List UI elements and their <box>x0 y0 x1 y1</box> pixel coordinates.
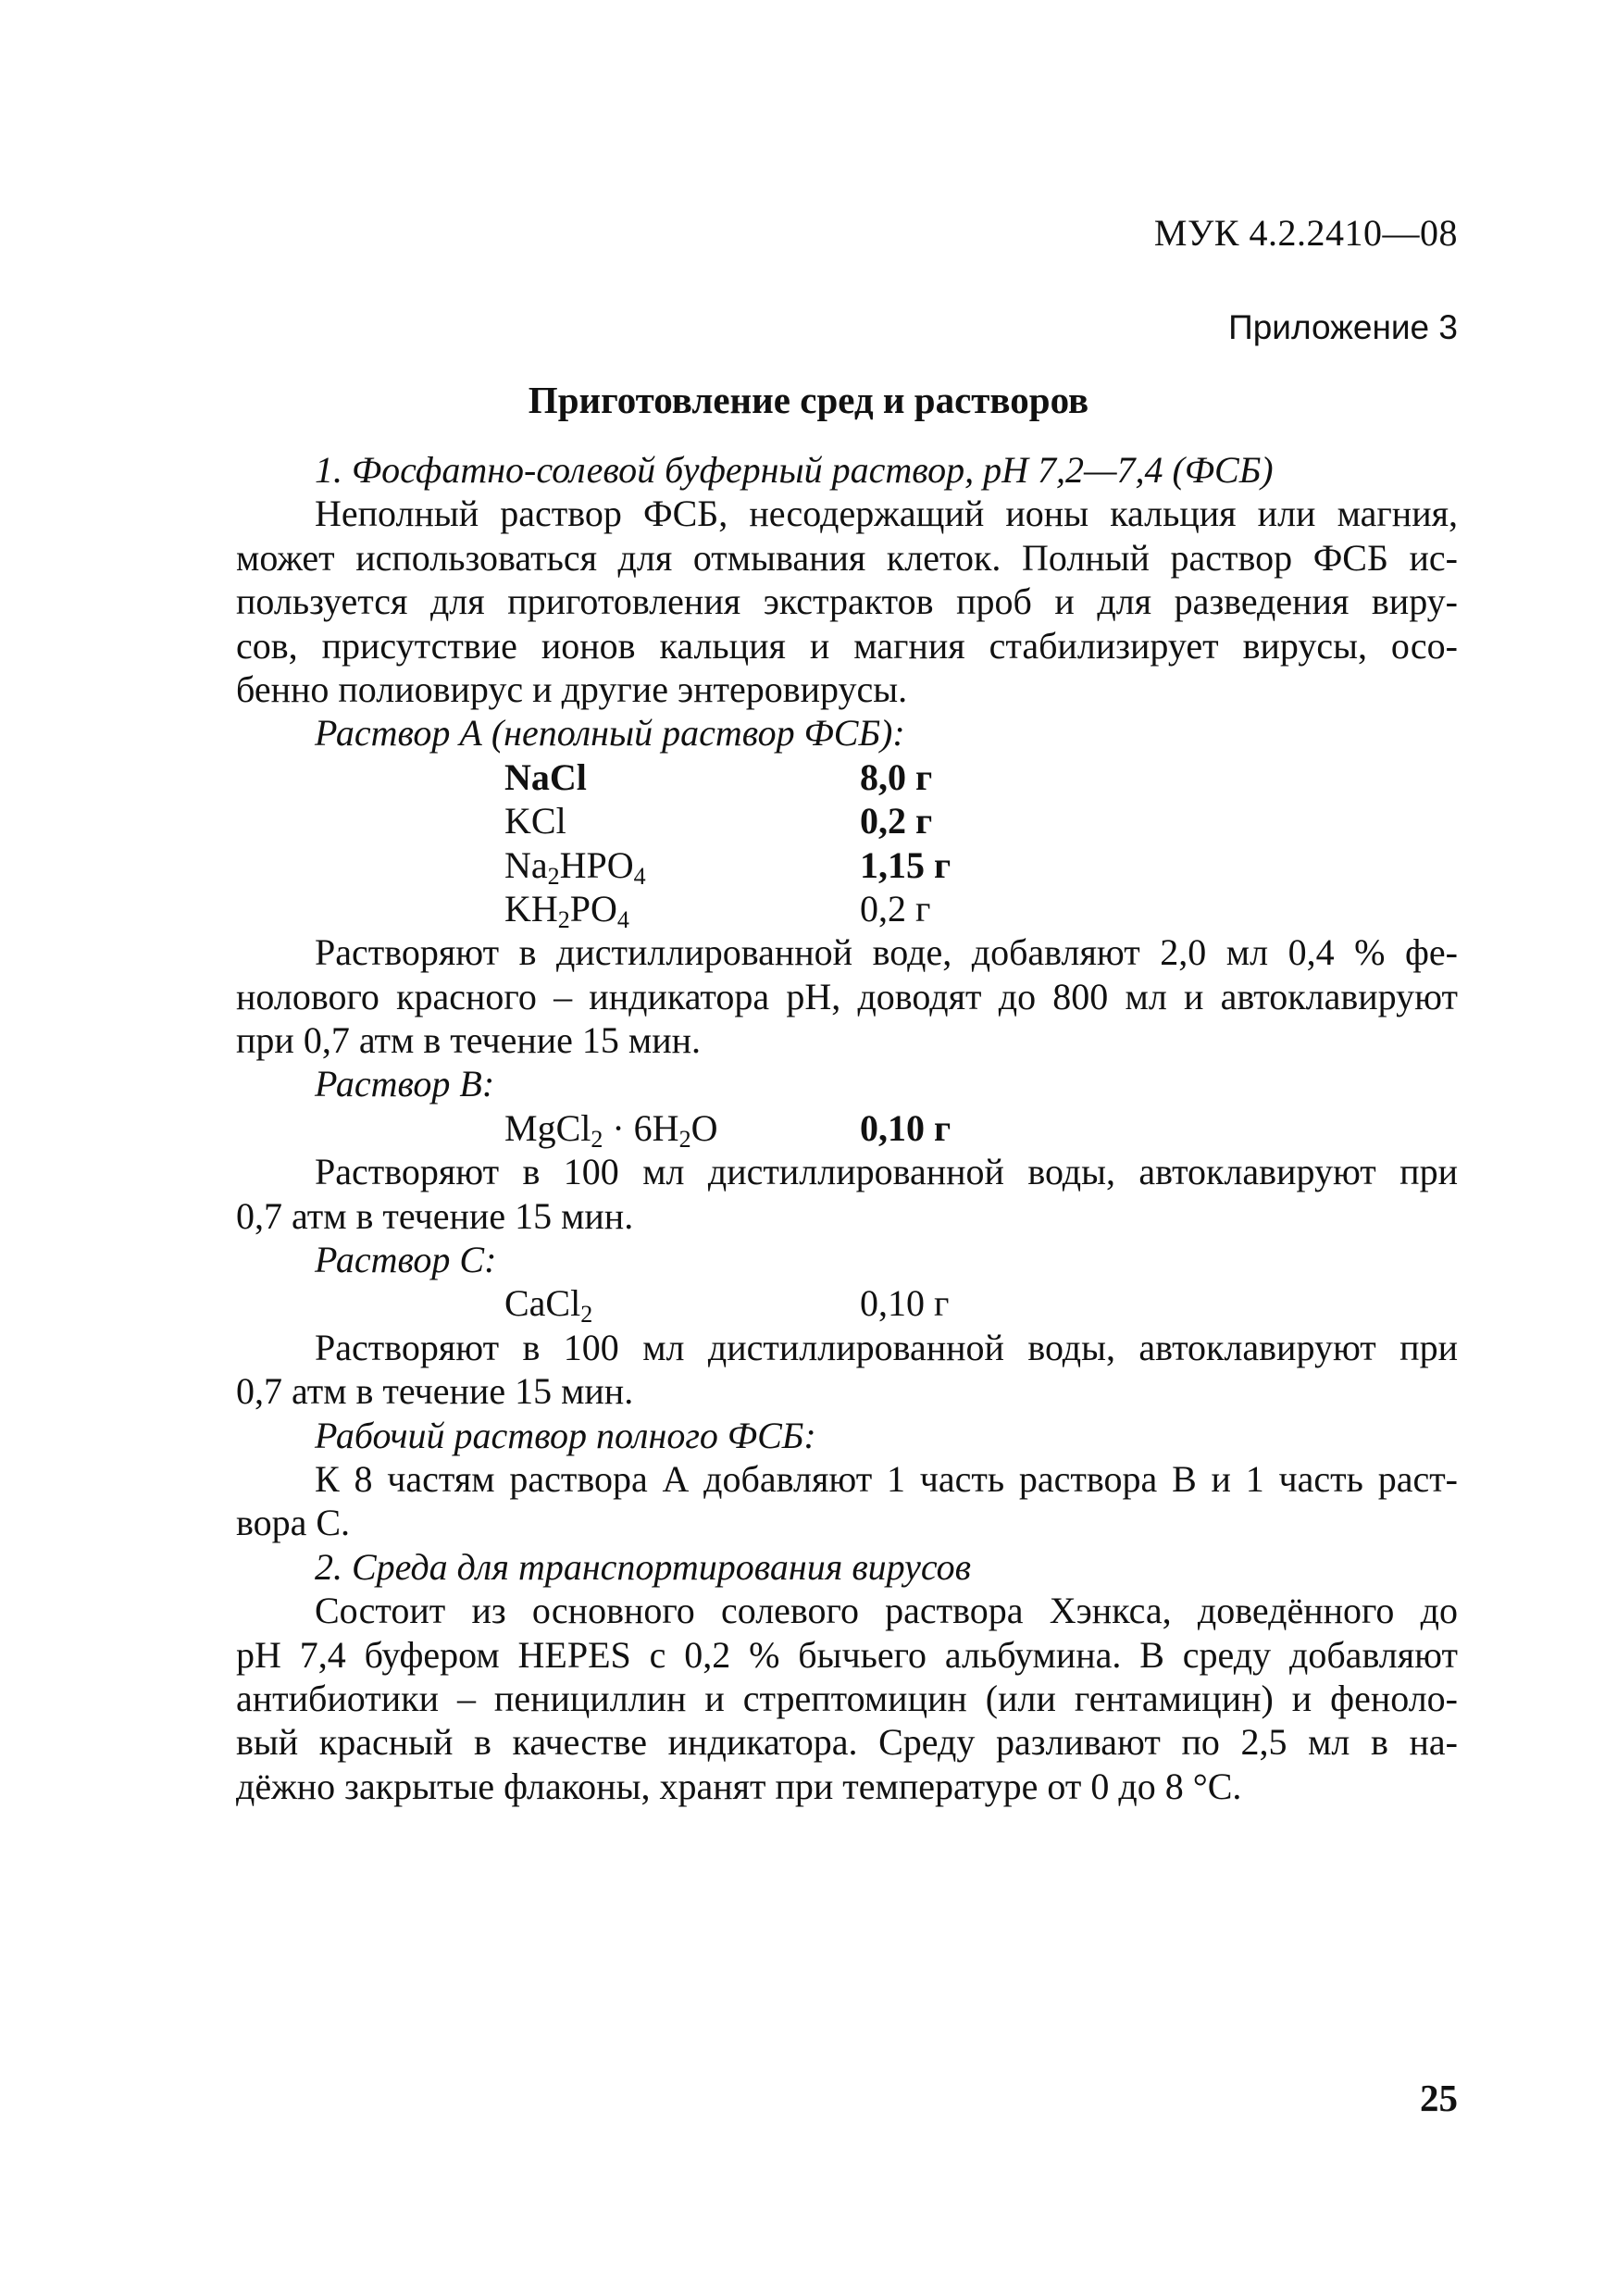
section-2-heading: 2. Среда для транспортирования вирусов <box>315 1545 972 1588</box>
paragraph-line: 0,7 атм в течение 15 мин. <box>236 1370 634 1413</box>
paragraph-line: дёжно закрытые флаконы, хранят при температуре от 0 до 8 °С. <box>236 1765 1242 1807</box>
paragraph-line: нолового красного – индикатора pH, доводят до 800 мл и автоклавируют <box>236 975 1458 1017</box>
paragraph-line: К 8 частям раствора А добавляют 1 часть раствора В и 1 часть раст- <box>315 1457 1458 1500</box>
section-1-heading: 1. Фосфатно-солевой буферный раствор, pH 7,2—7,4 (ФСБ) <box>315 449 1274 491</box>
ingredient-amount: 0,2 г <box>860 887 931 930</box>
solution-b-label: Раствор В: <box>315 1063 495 1105</box>
ingredient-amount: 8,0 г <box>860 755 933 798</box>
solution-a-label: Раствор А (неполный раствор ФСБ): <box>315 712 905 755</box>
ingredient-name: MgCl$_2$ · $6H_2O$ <box>504 1106 718 1153</box>
ingredient-row <box>236 755 1458 799</box>
ingredient-row <box>236 887 1458 933</box>
appendix-label: Приложение 3 <box>1228 308 1458 346</box>
paragraph-line: Неполный раствор ФСБ, несодержащий ионы кальция или магния, <box>315 493 1458 535</box>
document-code: МУК 4.2.2410—08 <box>1153 212 1458 254</box>
paragraph-line: Растворяют в дистиллированной воде, добавляют 2,0 мл 0,4 % фе- <box>315 931 1458 974</box>
paragraph-line: pH 7,4 буфером HEPES с 0,2 % бычьего альбумина. В среду добавляют <box>236 1633 1458 1676</box>
ingredient-name: $Na_2HPO_4$ <box>504 843 646 890</box>
ingredient-row <box>236 799 1458 842</box>
paragraph-line: сов, присутствие ионов кальция и магния стабилизирует вирусы, осо- <box>236 624 1458 667</box>
ingredient-amount: 1,15 г <box>860 843 952 886</box>
ingredient-row <box>236 843 1458 890</box>
paragraph-line: 0,7 атм в течение 15 мин. <box>236 1194 634 1237</box>
paragraph-line: антибиотики – пенициллин и стрептомицин (или гентамицин) и феноло- <box>236 1677 1458 1719</box>
ingredient-name: CaCl$_2$ <box>504 1282 593 1329</box>
ingredient-name: NaCl <box>504 755 587 798</box>
paragraph-line: может использоваться для отмывания клеток. Полный раствор ФСБ ис- <box>236 536 1458 579</box>
ingredient-amount: 0,2 г <box>860 800 933 842</box>
paragraph-line: Состоит из основного солевого раствора Хэнкса, доведённого до <box>315 1590 1458 1632</box>
ingredient-name: $KH_2PO_4$ <box>504 887 629 933</box>
ingredient-name: KCl <box>504 800 566 842</box>
paragraph-line: вора С. <box>236 1502 351 1544</box>
ingredient-amount: 0,10 г <box>860 1106 952 1149</box>
ingredient-row <box>236 1281 1458 1329</box>
page-title: Приготовление сред и растворов <box>528 379 1089 421</box>
paragraph-line: при 0,7 атм в течение 15 мин. <box>236 1019 702 1062</box>
paragraph-line: пользуется для приготовления экстрактов проб и для разведения виру- <box>236 580 1458 623</box>
solution-c-label: Раствор С: <box>315 1239 497 1281</box>
paragraph-line: Растворяют в 100 мл дистиллированной воды, автоклавируют при <box>315 1151 1458 1193</box>
body-text <box>236 448 1458 1808</box>
paragraph-line: вый красный в качестве индикатора. Среду разливают по 2,5 мл в на- <box>236 1721 1458 1764</box>
paragraph-line: Растворяют в 100 мл дистиллированной воды, автоклавируют при <box>315 1326 1458 1368</box>
working-solution-label: Рабочий раствор полного ФСБ: <box>315 1414 816 1456</box>
ingredient-amount: 0,10 г <box>860 1282 950 1325</box>
paragraph-line: бенно полиовирус и другие энтеровирусы. <box>236 668 908 710</box>
ingredient-row <box>236 1106 1458 1153</box>
page-number: 25 <box>1420 2077 1458 2119</box>
